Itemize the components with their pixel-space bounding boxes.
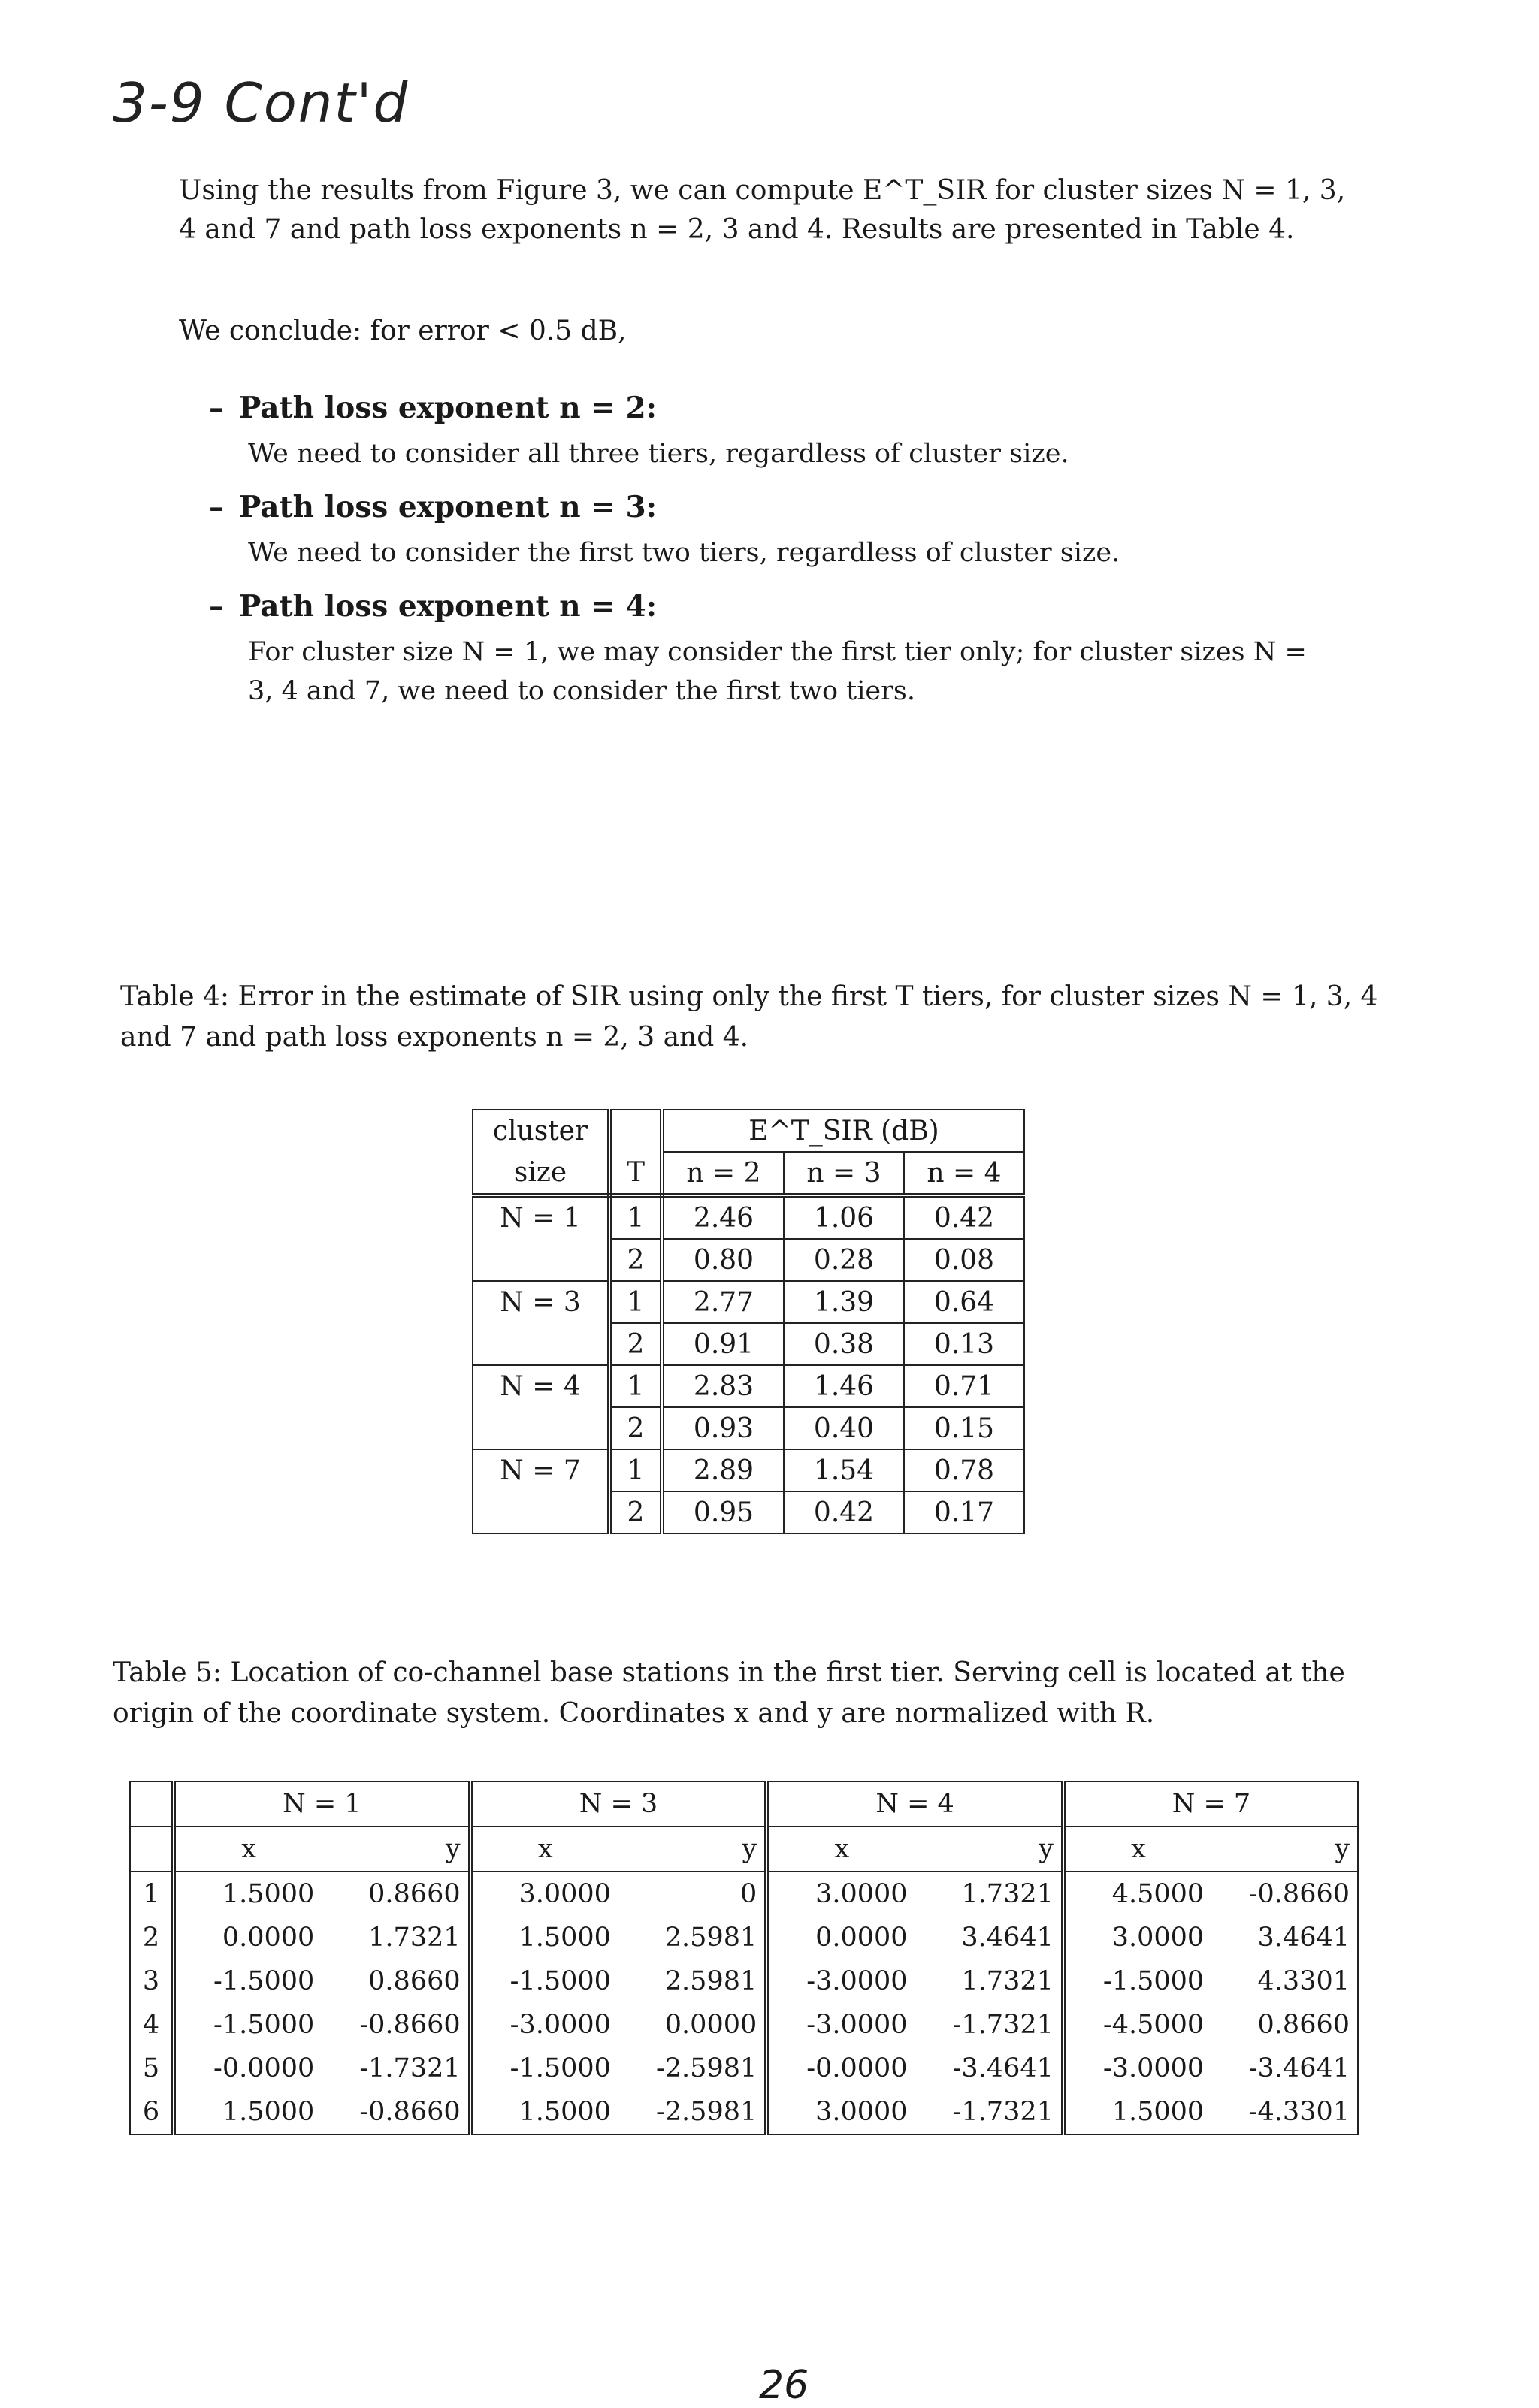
value-cell: 0.28: [784, 1239, 904, 1281]
x-cell: 1.5000: [1063, 2090, 1211, 2135]
x-header: x: [1063, 1826, 1211, 1872]
cluster-cell: [473, 1239, 609, 1281]
y-cell: -1.7321: [322, 2047, 470, 2090]
tier-cell: 1: [609, 1195, 662, 1239]
x-cell: 0.0000: [174, 1916, 322, 1959]
y-cell: -0.8660: [1211, 1872, 1358, 1916]
y-cell: 3.4641: [915, 1916, 1063, 1959]
table-row: [473, 1491, 1024, 1533]
group-header: N = 4: [766, 1781, 1063, 1826]
row-index: 2: [130, 1916, 174, 1959]
page-heading: 3-9 Cont'd: [113, 71, 410, 134]
x-cell: 0.0000: [766, 1916, 915, 1959]
x-cell: 1.5000: [174, 2090, 322, 2135]
value-cell: 0.95: [662, 1491, 784, 1533]
table-row: [473, 1407, 1024, 1449]
x-cell: -3.0000: [470, 2003, 618, 2047]
y-header: y: [1211, 1826, 1358, 1872]
table-header-row: [130, 1781, 1358, 1826]
value-cell: 0.42: [904, 1195, 1024, 1239]
x-cell: -4.5000: [1063, 2003, 1211, 2047]
table-row: [130, 2003, 1358, 2047]
cluster-cell: N = 4: [473, 1365, 609, 1407]
header-col: n = 2: [662, 1152, 784, 1195]
group-header: N = 7: [1063, 1781, 1358, 1826]
value-cell: 0.38: [784, 1323, 904, 1365]
table-row: [130, 2090, 1358, 2135]
y-cell: 4.3301: [1211, 1959, 1358, 2003]
tier-cell: 2: [609, 1491, 662, 1533]
y-cell: -1.7321: [915, 2003, 1063, 2047]
value-cell: 2.89: [662, 1449, 784, 1491]
y-cell: -2.5981: [618, 2047, 766, 2090]
x-cell: 3.0000: [766, 2090, 915, 2135]
conclusion-line: We conclude: for error < 0.5 dB,: [179, 316, 627, 346]
cluster-cell: [473, 1407, 609, 1449]
value-cell: 0.91: [662, 1323, 784, 1365]
cluster-cell: [473, 1491, 609, 1533]
table-row: [130, 1959, 1358, 2003]
tier-cell: 1: [609, 1449, 662, 1491]
x-cell: -0.0000: [174, 2047, 322, 2090]
value-cell: 2.83: [662, 1365, 784, 1407]
header-col: n = 3: [784, 1152, 904, 1195]
row-index: 4: [130, 2003, 174, 2047]
table-row: [473, 1449, 1024, 1491]
value-cell: 0.17: [904, 1491, 1024, 1533]
header-col: n = 4: [904, 1152, 1024, 1195]
row-index: 6: [130, 2090, 174, 2135]
table-row: [473, 1239, 1024, 1281]
value-cell: 0.08: [904, 1239, 1024, 1281]
cluster-cell: N = 1: [473, 1195, 609, 1239]
case-text: We need to consider all three tiers, regardless of cluster size.: [248, 439, 1069, 469]
y-cell: 1.7321: [322, 1916, 470, 1959]
header-size: size: [473, 1152, 609, 1195]
y-header: y: [618, 1826, 766, 1872]
group-header: N = 1: [174, 1781, 470, 1826]
value-cell: 0.64: [904, 1281, 1024, 1323]
y-cell: -3.4641: [915, 2047, 1063, 2090]
x-cell: -3.0000: [1063, 2047, 1211, 2090]
table-row: [473, 1365, 1024, 1407]
group-header: N = 3: [470, 1781, 767, 1826]
header-group: E^T_SIR (dB): [662, 1110, 1024, 1152]
cluster-cell: N = 3: [473, 1281, 609, 1323]
x-cell: -1.5000: [470, 2047, 618, 2090]
y-cell: 1.7321: [915, 1872, 1063, 1916]
y-cell: 2.5981: [618, 1916, 766, 1959]
value-cell: 1.39: [784, 1281, 904, 1323]
x-cell: 3.0000: [1063, 1916, 1211, 1959]
dash-icon: –: [209, 391, 224, 425]
x-cell: -0.0000: [766, 2047, 915, 2090]
case-title: Path loss exponent n = 4:: [239, 589, 657, 624]
table-row: [473, 1195, 1024, 1239]
value-cell: 2.46: [662, 1195, 784, 1239]
header-cluster: cluster: [473, 1110, 609, 1152]
value-cell: 0.13: [904, 1323, 1024, 1365]
y-cell: -0.8660: [322, 2090, 470, 2135]
value-cell: 1.54: [784, 1449, 904, 1491]
y-cell: 2.5981: [618, 1959, 766, 2003]
y-cell: 1.7321: [915, 1959, 1063, 2003]
table-row: [130, 1872, 1358, 1916]
tier-cell: 2: [609, 1407, 662, 1449]
x-cell: -1.5000: [470, 1959, 618, 2003]
value-cell: 0.71: [904, 1365, 1024, 1407]
table-header-row: [473, 1152, 1024, 1195]
value-cell: 0.80: [662, 1239, 784, 1281]
tier-cell: 1: [609, 1365, 662, 1407]
x-cell: 4.5000: [1063, 1872, 1211, 1916]
value-cell: 1.06: [784, 1195, 904, 1239]
intro-paragraph: Using the results from Figure 3, we can compute E^T_SIR for cluster sizes N = 1, 3, 4 and 7 and path loss exponents n = 2, 3 and 4. Results are presented in Table 4.: [179, 175, 1346, 245]
table-header-row: [473, 1110, 1024, 1152]
case-item: [209, 490, 1351, 573]
table4: [472, 1109, 1025, 1534]
value-cell: 0.93: [662, 1407, 784, 1449]
x-header: x: [174, 1826, 322, 1872]
x-cell: -1.5000: [174, 1959, 322, 2003]
y-cell: 0.8660: [1211, 2003, 1358, 2047]
x-cell: 1.5000: [174, 1872, 322, 1916]
cluster-cell: N = 7: [473, 1449, 609, 1491]
x-cell: 3.0000: [470, 1872, 618, 1916]
header-T: T: [609, 1152, 662, 1195]
y-cell: -0.8660: [322, 2003, 470, 2047]
x-header: x: [470, 1826, 618, 1872]
table4-caption: Table 4: Error in the estimate of SIR using only the first T tiers, for cluster sizes N = 1, 3, 4 and 7 and path loss exponents n = 2, 3 and 4.: [120, 981, 1378, 1053]
y-cell: -3.4641: [1211, 2047, 1358, 2090]
row-index: 1: [130, 1872, 174, 1916]
case-title: Path loss exponent n = 3:: [239, 490, 657, 524]
y-header: y: [915, 1826, 1063, 1872]
y-cell: 3.4641: [1211, 1916, 1358, 1959]
y-cell: -4.3301: [1211, 2090, 1358, 2135]
y-cell: -1.7321: [915, 2090, 1063, 2135]
value-cell: 0.78: [904, 1449, 1024, 1491]
value-cell: 0.15: [904, 1407, 1024, 1449]
cluster-cell: [473, 1323, 609, 1365]
page-number: 26: [759, 2363, 809, 2408]
table-row: [130, 2047, 1358, 2090]
table-header-row: [130, 1826, 1358, 1872]
row-index: 5: [130, 2047, 174, 2090]
y-cell: 0.0000: [618, 2003, 766, 2047]
x-cell: -1.5000: [174, 2003, 322, 2047]
y-header: y: [322, 1826, 470, 1872]
value-cell: 0.40: [784, 1407, 904, 1449]
value-cell: 2.77: [662, 1281, 784, 1323]
row-index: 3: [130, 1959, 174, 2003]
x-header: x: [766, 1826, 915, 1872]
table5-caption: Table 5: Location of co-channel base stations in the first tier. Serving cell is located at the origin of the coordinate system. Coordinates x and y are normalized with R.: [113, 1657, 1345, 1729]
x-cell: 1.5000: [470, 2090, 618, 2135]
x-cell: 3.0000: [766, 1872, 915, 1916]
case-text: For cluster size N = 1, we may consider the first tier only; for cluster sizes N = 3, 4 and 7, we need to consider the first two tiers.: [248, 637, 1307, 706]
tier-cell: 2: [609, 1239, 662, 1281]
dash-icon: –: [209, 490, 224, 524]
tier-cell: 2: [609, 1323, 662, 1365]
value-cell: 1.46: [784, 1365, 904, 1407]
dash-icon: –: [209, 589, 224, 624]
table5: [129, 1781, 1359, 2135]
case-list: [209, 391, 1351, 711]
y-cell: 0: [618, 1872, 766, 1916]
x-cell: -3.0000: [766, 1959, 915, 2003]
x-cell: -3.0000: [766, 2003, 915, 2047]
table-row: [130, 1916, 1358, 1959]
case-title: Path loss exponent n = 2:: [239, 391, 657, 425]
y-cell: 0.8660: [322, 1872, 470, 1916]
x-cell: 1.5000: [470, 1916, 618, 1959]
x-cell: -1.5000: [1063, 1959, 1211, 2003]
case-text: We need to consider the first two tiers, regardless of cluster size.: [248, 538, 1120, 568]
table-row: [473, 1281, 1024, 1323]
y-cell: -2.5981: [618, 2090, 766, 2135]
case-item: [209, 589, 1351, 711]
value-cell: 0.42: [784, 1491, 904, 1533]
table-row: [473, 1323, 1024, 1365]
tier-cell: 1: [609, 1281, 662, 1323]
case-item: [209, 391, 1351, 473]
y-cell: 0.8660: [322, 1959, 470, 2003]
